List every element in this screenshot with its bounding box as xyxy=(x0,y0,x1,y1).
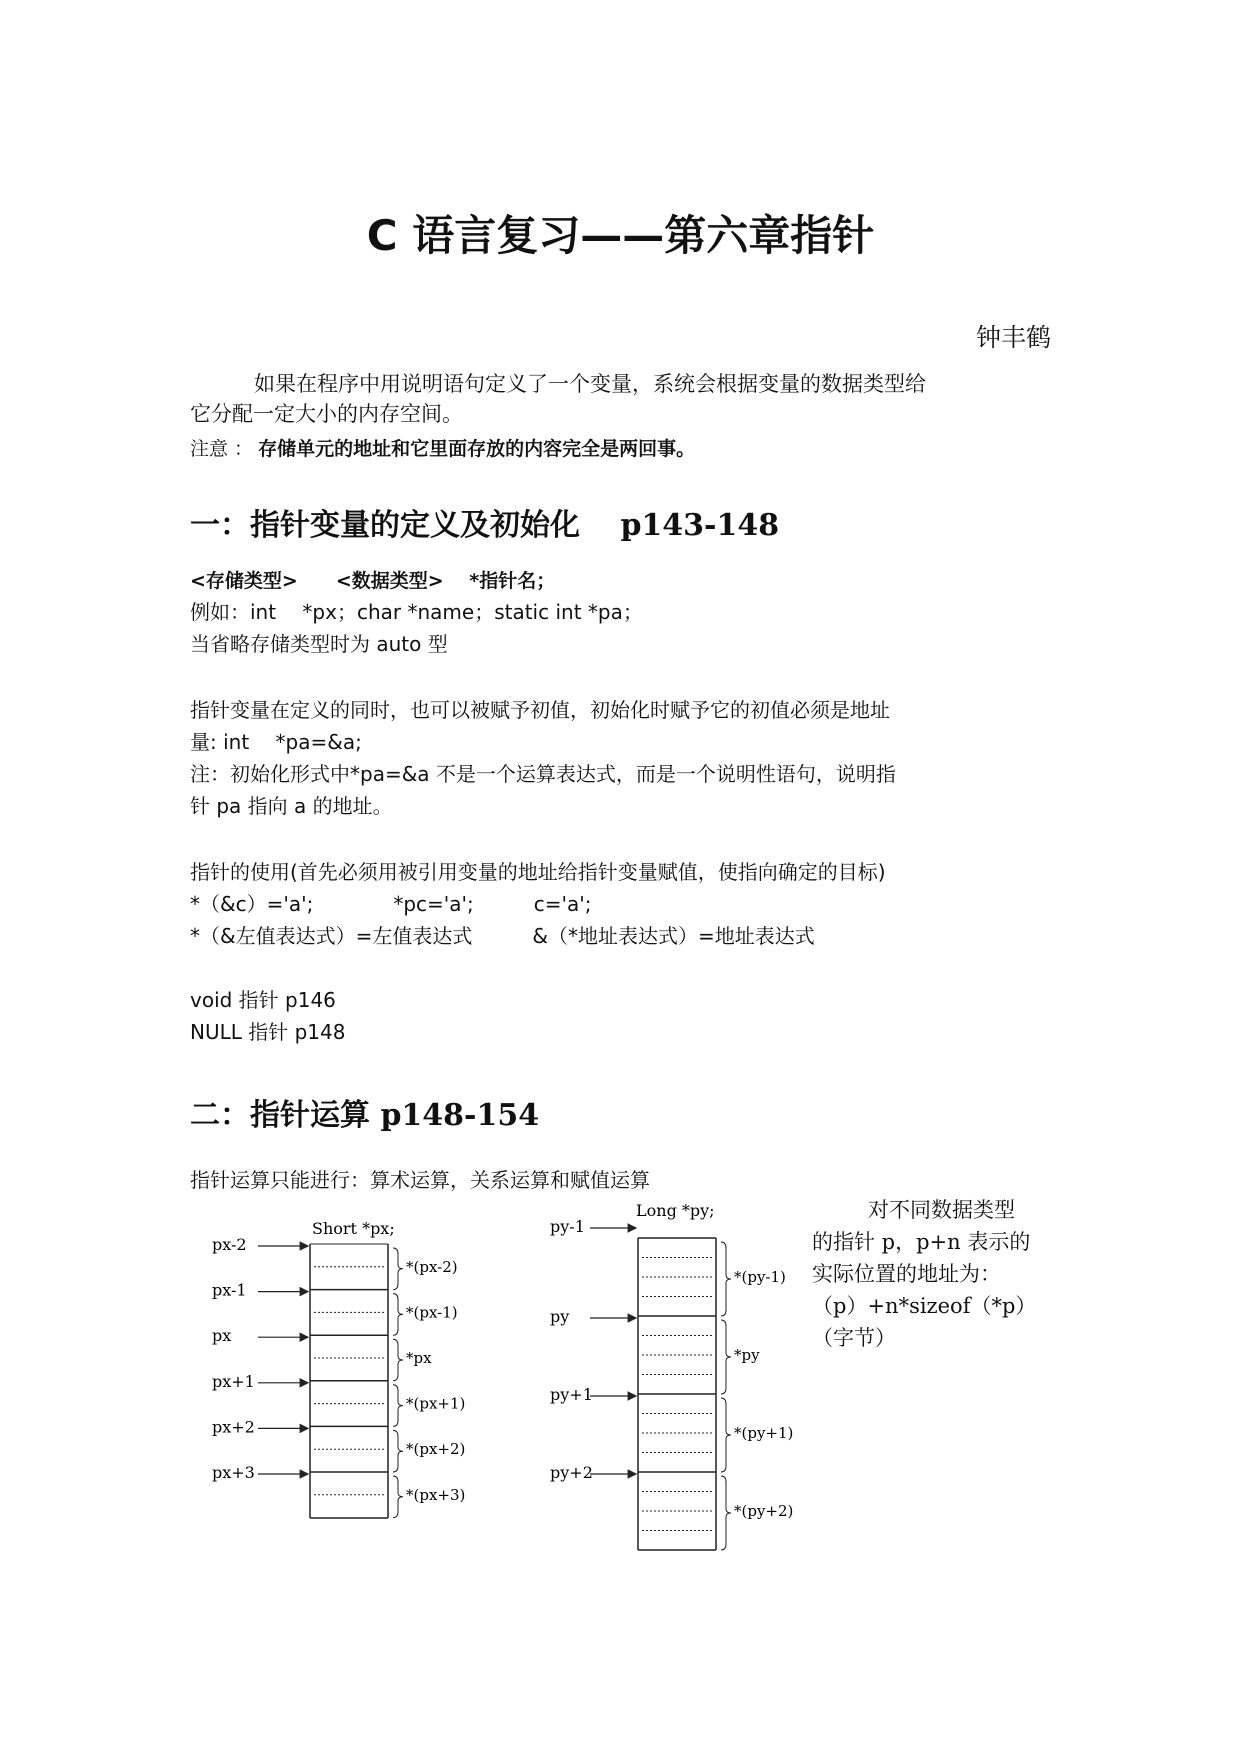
short-pointer-label: px+1 xyxy=(212,1371,255,1391)
short-content-label: *(px+1) xyxy=(406,1394,466,1413)
short-content-label: *px xyxy=(406,1349,432,1367)
note-text: 存储单元的地址和它里面存放的内容完全是两回事。 xyxy=(258,438,696,460)
void-pointer-ref: void 指针 p146 xyxy=(190,988,336,1012)
init-note-2: 针 pa 指向 a 的地址。 xyxy=(190,794,393,818)
short-pointer-label: px-1 xyxy=(212,1280,247,1300)
null-pointer-ref: NULL 指针 p148 xyxy=(190,1020,346,1044)
long-content-label: *(py+2) xyxy=(734,1502,794,1520)
long-pointer-diagram xyxy=(540,1200,820,1560)
short-pointer-label: px+3 xyxy=(212,1463,255,1482)
side-note-line-3: 实际位置的地址为： xyxy=(812,1262,1001,1286)
intro-line-2: 它分配一定大小的内存空间。 xyxy=(190,402,463,426)
section2-heading: 二：指针运算 p148-154 xyxy=(190,1098,540,1133)
long-pointer-label: py+2 xyxy=(550,1463,593,1482)
intro-note xyxy=(190,434,695,461)
side-note-line-4: （p）+n*sizeof（*p） xyxy=(812,1294,1037,1318)
long-content-label: *py xyxy=(734,1346,760,1364)
long-pointer-label: py xyxy=(550,1307,570,1326)
usage-line-1: 指针的使用(首先必须用被引用变量的地址给指针变量赋值，使指向确定的目标) xyxy=(190,860,886,884)
long-content-label: *(py+1) xyxy=(734,1424,794,1442)
default-storage-note: 当省略存储类型时为 auto 型 xyxy=(190,632,448,656)
short-content-label: *(px+2) xyxy=(406,1440,466,1459)
usage-line-2: *（&c）='a'; *pc='a'; c='a'; xyxy=(190,892,592,916)
short-pointer-label: px+2 xyxy=(212,1417,255,1437)
intro-line-1: 如果在程序中用说明语句定义了一个变量，系统会根据变量的数据类型给 xyxy=(254,372,926,396)
short-pointer-label: px-2 xyxy=(212,1235,247,1254)
init-line-2: 量: int *pa=&a; xyxy=(190,730,362,754)
long-diagram-header: Long *py; xyxy=(636,1201,715,1220)
section1-heading: 一：指针变量的定义及初始化 p143-148 xyxy=(190,508,780,543)
pointer-ops: 指针运算只能进行：算术运算，关系运算和赋值运算 xyxy=(190,1168,650,1192)
long-pointer-label: py+1 xyxy=(550,1385,593,1404)
usage-line-3: *（&左值表达式）=左值表达式 &（*地址表达式）=地址表达式 xyxy=(190,924,815,948)
author-name: 钟丰鹤 xyxy=(975,323,1051,352)
init-line-1: 指针变量在定义的同时，也可以被赋予初值，初始化时赋予它的初值必须是地址 xyxy=(190,698,890,722)
side-note-line-1: 对不同数据类型 xyxy=(868,1198,1015,1222)
side-note-line-5: （字节） xyxy=(812,1326,896,1350)
note-label: 注意 ： xyxy=(190,438,254,460)
short-content-label: *(px-2) xyxy=(406,1257,458,1276)
pointer-syntax: <存储类型> <数据类型> *指针名； xyxy=(190,570,556,592)
long-content-label: *(py-1) xyxy=(734,1268,786,1286)
short-diagram-header: Short *px; xyxy=(312,1219,395,1238)
long-pointer-label: py-1 xyxy=(550,1217,585,1236)
short-content-label: *(px-1) xyxy=(406,1303,458,1322)
short-pointer-label: px xyxy=(212,1326,232,1346)
pointer-example: 例如：int *px；char *name；static int *pa； xyxy=(190,600,643,624)
side-note-line-2: 的指针 p，p+n 表示的 xyxy=(812,1230,1031,1254)
short-content-label: *(px+3) xyxy=(406,1485,466,1504)
short-pointer-diagram xyxy=(210,1218,490,1548)
init-note-1: 注：初始化形式中*pa=&a 不是一个运算表达式，而是一个说明性语句，说明指 xyxy=(190,762,896,786)
page-title: C 语言复习——第六章指针 xyxy=(366,211,875,260)
